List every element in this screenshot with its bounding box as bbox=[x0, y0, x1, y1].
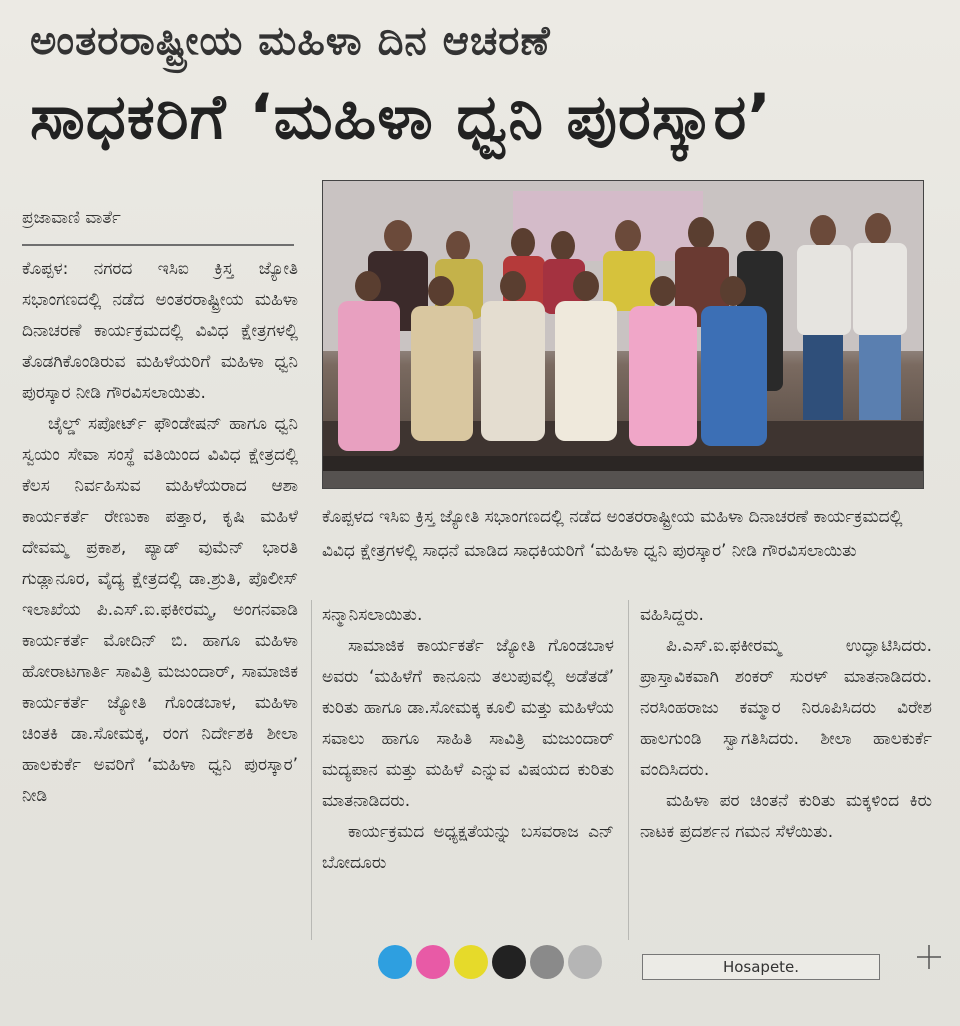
magenta-dot bbox=[416, 945, 450, 979]
article-headline: ಸಾಧಕರಿಗೆ ‘ಮಹಿಳಾ ಧ್ವನಿ ಪುರಸ್ಕಾರ’ bbox=[30, 80, 772, 153]
paragraph: ವಹಿಸಿದ್ದರು. bbox=[640, 605, 704, 625]
column-divider bbox=[311, 600, 312, 940]
paragraph: ಕೊಪ್ಪಳ: ನಗರದ ಇಸಿಐ ಕ್ರಿಸ್ತ ಜ್ಯೋತಿ ಸಭಾಂಗಣದಲ್ಲಿ ನಡೆದ ಅಂತರರಾಷ್ಟ್ರೀಯ ಮಹಿಳಾ ದಿನಾಚರಣೆ ಕಾರ್ಯಕ್ರಮದಲ್ಲಿ ವಿವಿಧ ಕ್ಷೇತ್ರಗಳಲ್ಲಿ ತೊಡಗಿಕೊಂಡಿರುವ ಮಹಿಳೆಯರಿಗೆ ಮಹಿಳಾ ಧ್ವನಿ ಪುರಸ್ಕಾರ ನೀಡಿ ಗೌರವಿಸಲಾಯಿತು. bbox=[22, 259, 298, 403]
byline-divider bbox=[22, 244, 294, 246]
edition-label: Hosapete. bbox=[642, 954, 880, 980]
paragraph: ಮಹಿಳಾ ಪರ ಚಿಂತನೆ ಕುರಿತು ಮಕ್ಕಳಿಂದ ಕಿರು ನಾಟಕ ಪ್ರದರ್ಶನ ಗಮನ ಸೆಳೆಯಿತು. bbox=[640, 791, 932, 842]
black-dot bbox=[492, 945, 526, 979]
event-photo bbox=[322, 180, 924, 489]
event-photo-image bbox=[323, 181, 923, 488]
paragraph: ಸಾಮಾಜಿಕ ಕಾರ್ಯಕರ್ತೆ ಜ್ಯೋತಿ ಗೊಂಡಬಾಳ ಅವರು ‘ಮಹಿಳೆಗೆ ಕಾನೂನು ತಲುಪುವಲ್ಲಿ ಅಡೆತಡೆ’ ಕುರಿತು ಹಾಗೂ ಡಾ.ಸೋಮಕ್ಕ ಕೂಲಿ ಮತ್ತು ಮಹಿಳೆಯ ಸವಾಲು ಹಾಗೂ ಸಾಹಿತಿ ಸಾವಿತ್ರಿ ಮಜುಂದಾರ್ ಮದ್ಯಪಾನ ಮತ್ತು ಮಹಿಳೆ ಎನ್ನುವ ವಿಷಯದ ಕುರಿತು ಮಾತನಾಡಿದರು. bbox=[322, 636, 614, 811]
article-column-3 bbox=[640, 600, 932, 848]
light-gray-dot bbox=[568, 945, 602, 979]
article-column-1 bbox=[22, 254, 298, 812]
registration-cross-icon bbox=[916, 944, 942, 970]
article-byline: ಪ್ರಜಾವಾಣಿ ವಾರ್ತೆ bbox=[22, 208, 121, 228]
paragraph: ಪಿ.ಎಸ್.ಐ.ಫಕೀರಮ್ಮ ಉದ್ಘಾಟಿಸಿದರು. ಪ್ರಾಸ್ತಾವಿಕವಾಗಿ ಶಂಕರ್ ಸುರಳ್ ಮಾತನಾಡಿದರು. ನರಸಿಂಹರಾಜು ಕಮ್ಮಾರ ನಿರೂಪಿಸಿದರು ವಿರೇಶ ಹಾಲಗುಂಡಿ ಸ್ವಾಗತಿಸಿದರು. ಶೀಲಾ ಹಾಲಕುರ್ಕೆ ವಂದಿಸಿದರು. bbox=[640, 636, 932, 780]
article-kicker: ಅಂತರರಾಷ್ಟ್ರೀಯ ಮಹಿಳಾ ದಿನ ಆಚರಣೆ bbox=[30, 18, 551, 64]
yellow-dot bbox=[454, 945, 488, 979]
paragraph: ಕಾರ್ಯಕ್ರಮದ ಅಧ್ಯಕ್ಷತೆಯನ್ನು ಬಸವರಾಜ ಎನ್ ಬೋದೂರು bbox=[322, 822, 614, 873]
paragraph: ಚೈಲ್ಡ್ ಸಪೋರ್ಟ್ ಫೌಂಡೇಷನ್ ಹಾಗೂ ಧ್ವನಿ ಸ್ವಯಂ ಸೇವಾ ಸಂಸ್ಥೆ ವತಿಯಿಂದ ವಿವಿಧ ಕ್ಷೇತ್ರದಲ್ಲಿ ಕೆಲಸ ನಿರ್ವಹಿಸುವ ಮಹಿಳೆಯರಾದ ಆಶಾ ಕಾರ್ಯಕರ್ತೆ ರೇಣುಕಾ ಪತ್ತಾರ, ಕೃಷಿ ಮಹಿಳೆ ದೇವಮ್ಮ ಪ್ರಕಾಶ, ಪ್ಯಾಡ್ ವುಮೆನ್ ಭಾರತಿ ಗುಡ್ಲಾನೂರ, ವೈದ್ಯ ಕ್ಷೇತ್ರದಲ್ಲಿ ಡಾ.ಶ್ರುತಿ, ಪೊಲೀಸ್ ಇಲಾಖೆಯ ಪಿ.ಎಸ್.ಐ.ಫಕೀರಮ್ಮ, ಅಂಗನವಾಡಿ ಕಾರ್ಯಕರ್ತೆ ಮೋದಿನ್ ಬಿ. ಹಾಗೂ ಮಹಿಳಾ ಹೋರಾಟಗಾರ್ತಿ ಸಾವಿತ್ರಿ ಮಜುಂದಾರ್, ಸಾಮಾಜಿಕ ಕಾರ್ಯಕರ್ತೆ ಜ್ಯೋತಿ ಗೊಂಡಬಾಳ, ಮಹಿಳಾ ಚಿಂತಕಿ ಡಾ.ಸೋಮಕ್ಕ, ರಂಗ ನಿರ್ದೇಶಕಿ ಶೀಲಾ ಹಾಲಕುರ್ಕೆ ಅವರಿಗೆ ‘ಮಹಿಳಾ ಧ್ವನಿ ಪುರಸ್ಕಾರ’ ನೀಡಿ bbox=[22, 414, 298, 806]
gray-dot bbox=[530, 945, 564, 979]
paragraph: ಸನ್ಮಾನಿಸಲಾಯಿತು. bbox=[322, 605, 423, 625]
cyan-dot bbox=[378, 945, 412, 979]
column-divider bbox=[628, 600, 629, 940]
photo-caption: ಕೊಪ್ಪಳದ ಇಸಿಐ ಕ್ರಿಸ್ತ ಜ್ಯೋತಿ ಸಭಾಂಗಣದಲ್ಲಿ ನಡೆದ ಅಂತರರಾಷ್ಟ್ರೀಯ ಮಹಿಳಾ ದಿನಾಚರಣೆ ಕಾರ್ಯಕ್ರಮದಲ್ಲಿ ವಿವಿಧ ಕ್ಷೇತ್ರಗಳಲ್ಲಿ ಸಾಧನೆ ಮಾಡಿದ ಸಾಧಕಿಯರಿಗೆ ‘ಮಹಿಳಾ ಧ್ವನಿ ಪುರಸ್ಕಾರ’ ನೀಡಿ ಗೌರವಿಸಲಾಯಿತು bbox=[322, 507, 903, 561]
article-column-2 bbox=[322, 600, 614, 879]
color-registration-dots bbox=[378, 945, 608, 981]
